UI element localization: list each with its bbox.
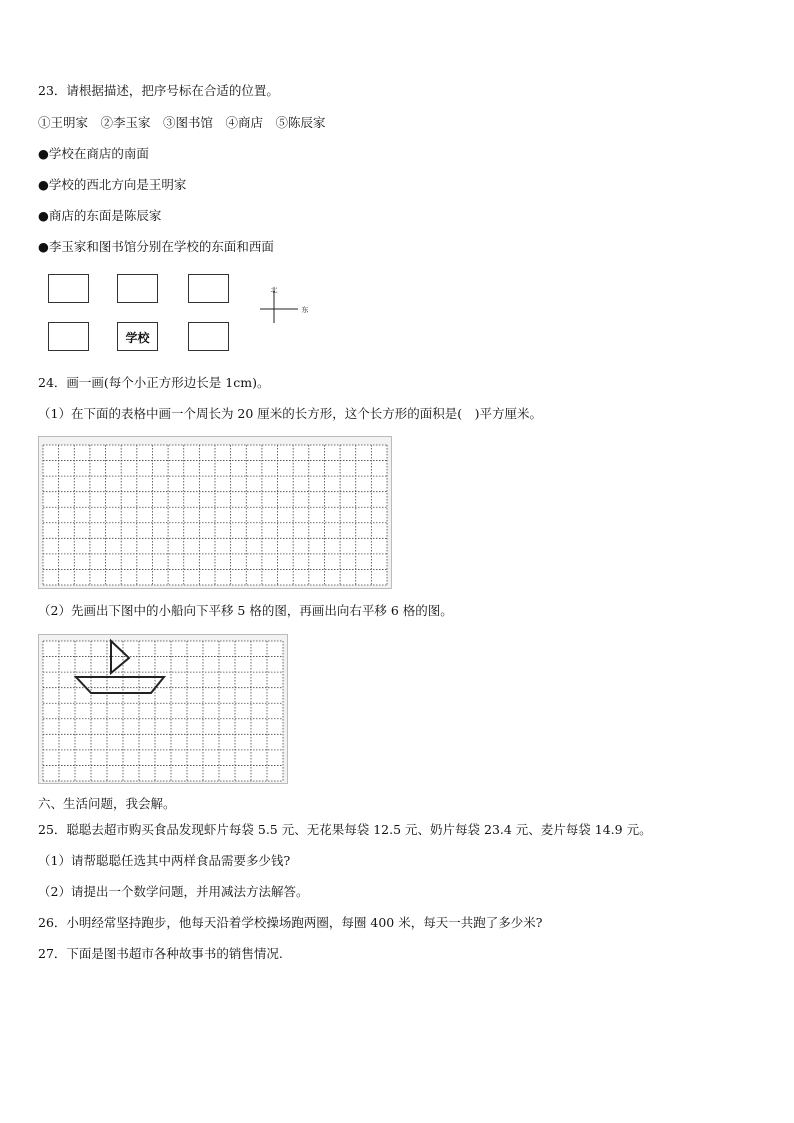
map-box-bottom-right[interactable] <box>188 322 229 351</box>
section-6-title: 六、生活问题，我会解。 <box>38 796 176 811</box>
q25-part2: （2）请提出一个数学问题，并用减法方法解答。 <box>38 884 309 899</box>
q25-part1: （1）请帮聪聪任选其中两样食品需要多少钱? <box>38 853 291 868</box>
q25-title: 25．聪聪去超市购买食品发现虾片每袋 5.5 元、无花果每袋 12.5 元、奶片每袋 23.4 元、麦片每袋 14.9 元。 <box>38 822 652 837</box>
school-label: 学校 <box>125 331 150 345</box>
boat-translation-grid[interactable] <box>38 634 288 784</box>
map-box-bottom-left[interactable] <box>48 322 89 351</box>
q23-clue-2: ●学校的西北方向是王明家 <box>38 177 187 192</box>
q27-title: 27．下面是图书超市各种故事书的销售情况. <box>38 946 283 961</box>
q26-title: 26．小明经常坚持跑步，他每天沿着学校操场跑两圈，每圈 400 米，每天一共跑了多少米? <box>38 915 543 930</box>
q23-title: 23．请根据描述，把序号标在合适的位置。 <box>38 83 279 98</box>
rectangle-drawing-grid[interactable] <box>38 436 392 589</box>
q23-clue-3: ●商店的东面是陈辰家 <box>38 208 162 223</box>
q23-clue-1: ●学校在商店的南面 <box>38 146 149 161</box>
map-box-top-right[interactable] <box>188 274 229 303</box>
q24-part2: （2）先画出下图中的小船向下平移 5 格的图，再画出向右平移 6 格的图。 <box>38 603 453 618</box>
compass-north-label: 北 <box>270 287 278 294</box>
compass-east-label: 东 <box>301 306 309 314</box>
map-box-school <box>117 322 158 351</box>
q23-clue-4: ●李玉家和图书馆分别在学校的东面和西面 <box>38 239 274 254</box>
q24-title: 24．画一画(每个小正方形边长是 1cm)。 <box>38 375 270 390</box>
map-box-top-left[interactable] <box>48 274 89 303</box>
q24-part1: （1）在下面的表格中画一个周长为 20 厘米的长方形，这个长方形的面积是( )平方厘米。 <box>38 406 543 421</box>
compass-icon <box>258 287 318 327</box>
map-box-top-center[interactable] <box>117 274 158 303</box>
q23-options: ①王明家 ②李玉家 ③图书馆 ④商店 ⑤陈辰家 <box>38 115 326 130</box>
